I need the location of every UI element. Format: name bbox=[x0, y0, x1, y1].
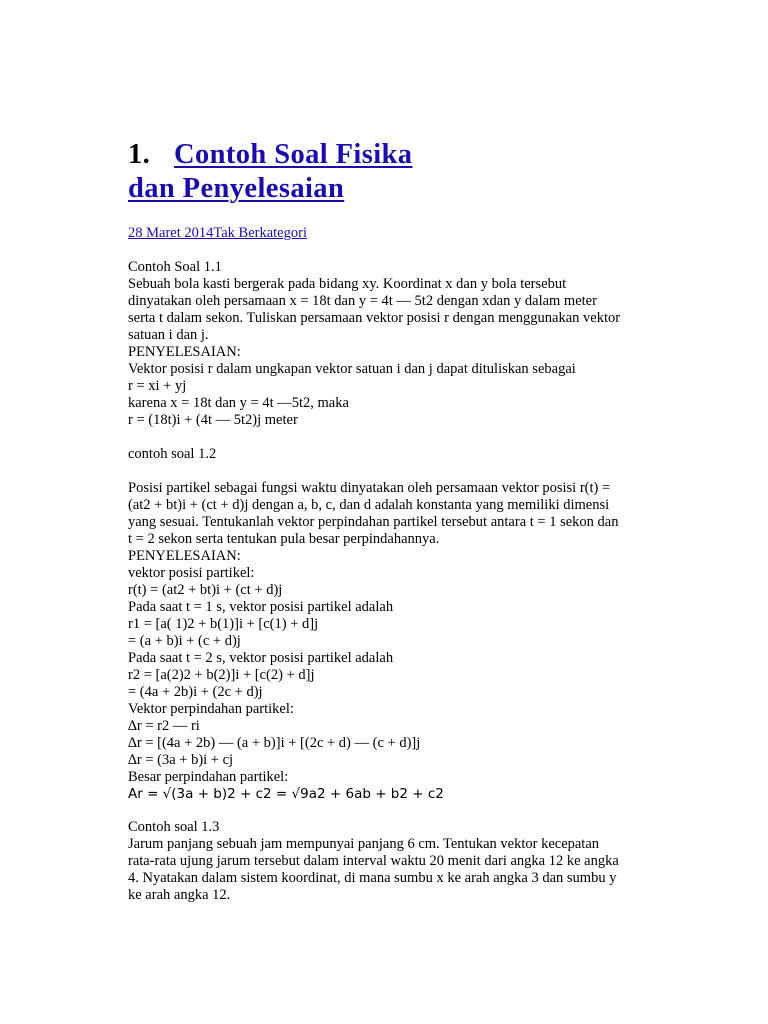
post-category-link[interactable]: Tak Berkategori bbox=[213, 225, 307, 241]
text-line: satuan i dan j. bbox=[128, 327, 209, 343]
text-line: Posisi partikel sebagai fungsi waktu dinyatakan oleh persamaan vektor posisi r(t) = bbox=[128, 480, 611, 496]
text-line: ke arah angka 12. bbox=[128, 887, 231, 903]
post-body bbox=[128, 259, 668, 904]
post-title-link[interactable]: Contoh Soal Fisika bbox=[174, 139, 413, 170]
equation-line: = (4a + 2b)i + (2c + d)j bbox=[128, 684, 263, 700]
section-title-soal-1-3: Contoh soal 1.3 bbox=[128, 819, 220, 835]
equation-line: = (a + b)i + (c + d)j bbox=[128, 633, 241, 649]
text-line: Pada saat t = 2 s, vektor posisi partikel adalah bbox=[128, 650, 394, 666]
text-line: Jarum panjang sebuah jam mempunyai panjang 6 cm. Tentukan vektor kecepatan bbox=[128, 836, 600, 852]
equation-line: r = xi + yj bbox=[128, 378, 187, 394]
equation-line: r2 = [a(2)2 + b(2)]i + [c(2) + d]j bbox=[128, 667, 315, 683]
text-line: t = 2 sekon serta tentukan pula besar perpindahannya. bbox=[128, 531, 440, 547]
spacer bbox=[128, 429, 668, 446]
equation-line: r = (18t)i + (4t — 5t2)j meter bbox=[128, 412, 298, 428]
spacer bbox=[128, 463, 668, 480]
text-line: (at2 + bt)i + (ct + d)j dengan a, b, c, dan d adalah konstanta yang memiliki dimensi bbox=[128, 497, 610, 513]
spacer bbox=[128, 803, 668, 819]
equation-line: r1 = [a( 1)2 + b(1)]i + [c(1) + d]j bbox=[128, 616, 319, 632]
text-line: Vektor perpindahan partikel: bbox=[128, 701, 294, 717]
equation-line: r(t) = (at2 + bt)i + (ct + d)j bbox=[128, 582, 283, 598]
text-line: karena x = 18t dan y = 4t —5t2, maka bbox=[128, 395, 349, 411]
text-line: Vektor posisi r dalam ungkapan vektor satuan i dan j dapat dituliskan sebagai bbox=[128, 361, 576, 377]
section-title-soal-1-2: contoh soal 1.2 bbox=[128, 446, 217, 462]
post-meta bbox=[128, 225, 307, 242]
post-date-link[interactable]: 28 Maret 2014 bbox=[128, 225, 214, 241]
text-line: dinyatakan oleh persamaan x = 18t dan y = 4t — 5t2 dengan xdan y dalam meter bbox=[128, 293, 597, 309]
equation-line-sqrt: Ar = √(3a + b)2 + c2 = √9a2 + 6ab + b2 + c2 bbox=[128, 786, 444, 802]
text-line: yang sesuai. Tentukanlah vektor perpindahan partikel tersebut antara t = 1 sekon dan bbox=[128, 514, 619, 530]
equation-line: ∆r = (3a + b)i + cj bbox=[128, 752, 234, 768]
text-line: Besar perpindahan partikel: bbox=[128, 769, 289, 785]
text-line: Sebuah bola kasti bergerak pada bidang xy. Koordinat x dan y bola tersebut bbox=[128, 276, 567, 292]
post-title-link-line2[interactable]: dan Penyelesaian bbox=[128, 173, 345, 204]
equation-line: ∆r = [(4a + 2b) — (a + b)]i + [(2c + d) — (c + d)]j bbox=[128, 735, 421, 751]
solution-heading: PENYELESAIAN: bbox=[128, 548, 241, 564]
text-line: vektor posisi partikel: bbox=[128, 565, 255, 581]
text-line: serta t dalam sekon. Tuliskan persamaan vektor posisi r dengan menggunakan vektor bbox=[128, 310, 621, 326]
equation-line: ∆r = r2 — ri bbox=[128, 718, 200, 734]
post-heading bbox=[128, 138, 412, 206]
text-line: rata-rata ujung jarum tersebut dalam interval waktu 20 menit dari angka 12 ke angka bbox=[128, 853, 619, 869]
section-title-soal-1-1: Contoh Soal 1.1 bbox=[128, 259, 222, 275]
solution-heading: PENYELESAIAN: bbox=[128, 344, 241, 360]
text-line: Pada saat t = 1 s, vektor posisi partikel adalah bbox=[128, 599, 394, 615]
heading-number: 1. bbox=[128, 139, 151, 170]
text-line: 4. Nyatakan dalam sistem koordinat, di mana sumbu x ke arah angka 3 dan sumbu y bbox=[128, 870, 617, 886]
